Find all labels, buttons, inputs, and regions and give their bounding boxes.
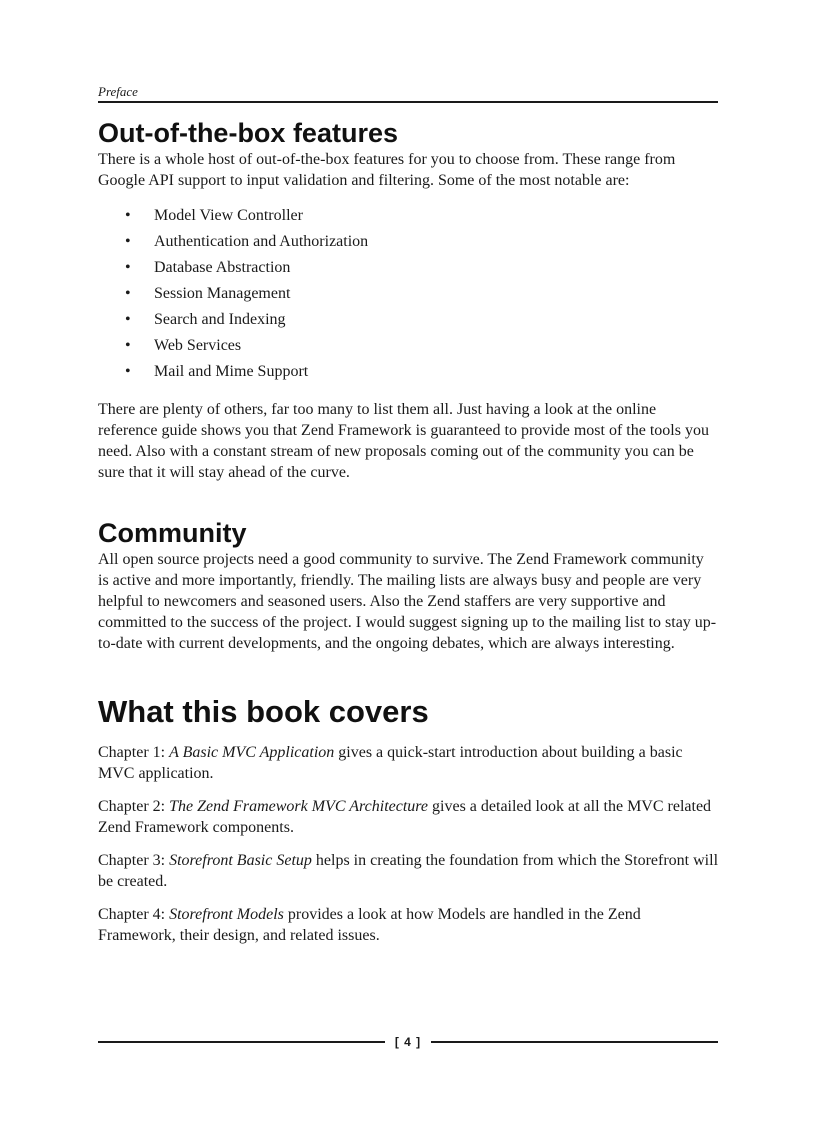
bullet-icon: • [125, 285, 131, 302]
chapter-title: Storefront Models [169, 906, 284, 923]
list-item [98, 203, 718, 229]
chapter-desc: helps in creating the foundation from which the Storefront will be created. [98, 852, 719, 890]
chapter-desc: gives a quick-start introduction about building a basic MVC application. [98, 744, 683, 782]
chapter-desc: provides a look at how Models are handled in the Zend Framework, their design, and related issues. [98, 906, 641, 944]
chapter-entry-2 [98, 796, 718, 838]
running-head: Preface [98, 84, 718, 103]
bullet-icon: • [125, 207, 131, 224]
list-item-text: Search and Indexing [154, 311, 286, 328]
page-content [98, 84, 718, 946]
list-item-text: Database Abstraction [154, 259, 291, 276]
list-item [98, 333, 718, 359]
chapter-title: A Basic MVC Application [169, 744, 335, 761]
chapter-label: Chapter 1: [98, 744, 170, 761]
list-item-text: Mail and Mime Support [154, 363, 309, 380]
chapter-desc: gives a detailed look at all the MVC related Zend Framework components. [98, 798, 712, 836]
list-item [98, 255, 718, 281]
footer-rule-right [431, 1041, 718, 1043]
list-item-text: Authentication and Authorization [154, 233, 369, 250]
list-item [98, 307, 718, 333]
bullet-icon: • [125, 259, 131, 276]
chapter-label: Chapter 2: [98, 798, 170, 815]
footer-rule-left [98, 1041, 385, 1043]
covers-heading: What this book covers [98, 694, 429, 729]
page-footer [98, 1032, 718, 1052]
community-heading: Community [98, 518, 247, 548]
bullet-icon: • [125, 311, 131, 328]
community-body: All open source projects need a good community to survive. The Zend Framework community is active and more importantly, friendly. The mailing lists are always busy and people are very helpful to newcomers and seasoned users. Also the Zend staffers are very supportive and committed to the success of the project. I would suggest signing up to the mailing list to stay up-to-date with current developments, and the ongoing debates, which are always interesting. [98, 551, 717, 652]
chapter-label: Chapter 3: [98, 852, 170, 869]
bullet-icon: • [125, 233, 131, 250]
features-list [98, 203, 718, 385]
list-item [98, 359, 718, 385]
page-number: [ 4 ] [394, 1035, 422, 1049]
chapter-entry-1 [98, 742, 718, 784]
chapter-title: The Zend Framework MVC Architecture [169, 798, 429, 815]
bullet-icon: • [125, 337, 131, 354]
list-item [98, 281, 718, 307]
chapter-title: Storefront Basic Setup [169, 852, 312, 869]
list-item-text: Session Management [154, 285, 291, 302]
list-item-text: Web Services [154, 337, 242, 354]
features-heading: Out-of-the-box features [98, 118, 398, 148]
features-intro: There is a whole host of out-of-the-box features for you to choose from. These range from Google API support to input validation and filtering. Some of the most notable are: [98, 151, 676, 189]
chapter-entry-4 [98, 904, 718, 946]
list-item-text: Model View Controller [154, 207, 303, 224]
chapter-entry-3 [98, 850, 718, 892]
bullet-icon: • [125, 363, 131, 380]
chapter-label: Chapter 4: [98, 906, 170, 923]
list-item [98, 229, 718, 255]
features-outro: There are plenty of others, far too many to list them all. Just having a look at the online reference guide shows you that Zend Framework is guaranteed to provide most of the tools you need. Also with a constant stream of new proposals coming out of the community you can be sure that it will stay ahead of the curve. [98, 401, 709, 481]
